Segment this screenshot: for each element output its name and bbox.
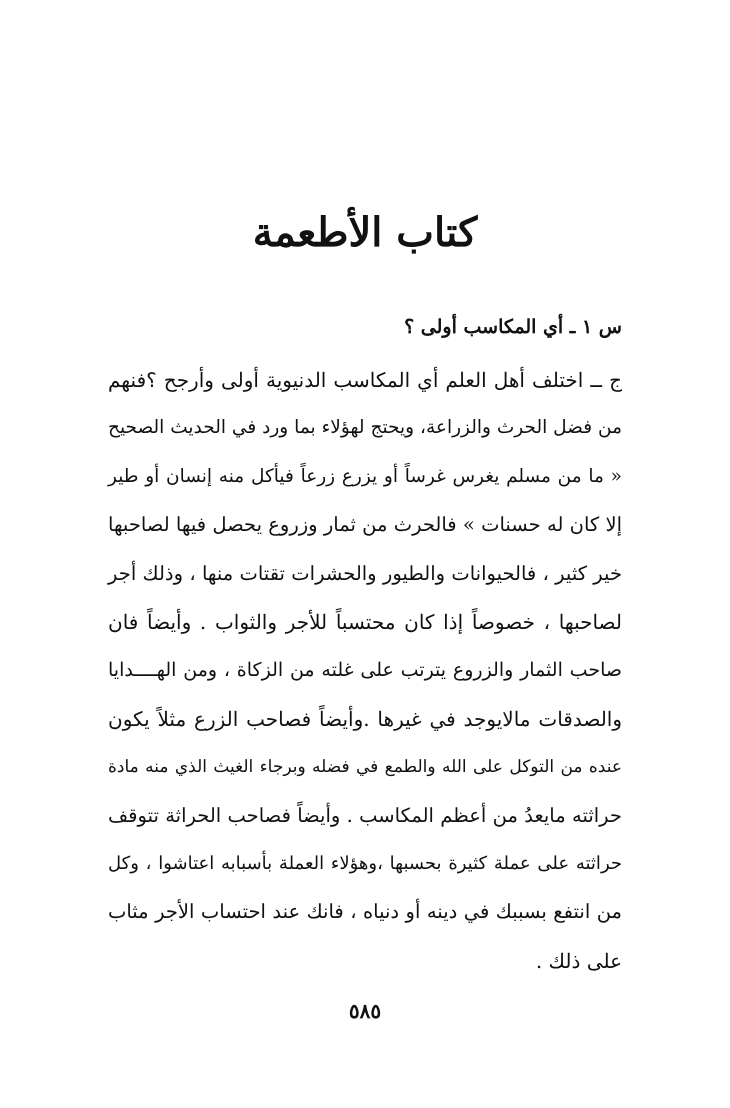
question-heading: س ١ ـ أي المكاسب أولى ؟ <box>404 316 622 338</box>
answer-line: حراثته على عملة كثيرة بحسبها ،وهؤلاء العملة بأسبابه اعتاشوا ، وكل <box>108 852 622 874</box>
answer-line: لصاحبها ، خصوصاً إذا كان محتسباً للأجر والثواب . وأيضاً فان <box>108 609 622 634</box>
answer-line: « ما من مسلم يغرس غرساً أو يزرع زرعاً فيأكل منه إنسان أو طير <box>108 465 622 487</box>
answer-paragraph <box>108 356 622 985</box>
page-number: ٥٨٥ <box>348 999 382 1023</box>
answer-line: حراثته مايعدُ من أعظم المكاسب . وأيضاً فصاحب الحراثة تتوقف <box>108 803 622 827</box>
answer-line: خير كثير ، فالحيوانات والطيور والحشرات تقتات منها ، وذلك أجر <box>108 561 622 585</box>
answer-line: والصدقات مالايوجد في غيرها .وأيضاً فصاحب الزرع مثلاً يكون <box>108 706 622 731</box>
answer-line: صاحب الثمار والزروع يترتب على غلته من الزكاة ، ومن الهــــدايا <box>108 659 622 682</box>
answer-line: على ذلك . <box>535 948 622 973</box>
answer-line: من انتفع بسببك في دينه أو دنياه ، فانك عند احتساب الأجر مثاب <box>108 900 622 924</box>
answer-line: عنده من التوكل على الله والطمع في فضله وبرجاء الغيث الذي منه مادة <box>108 757 622 778</box>
answer-line: ج ــ اختلف أهل العلم أي المكاسب الدنيوية أولى وأرجح ؟فنهم <box>108 368 622 392</box>
answer-line: من فضل الحرث والزراعة، ويحتج لهؤلاء بما ورد في الحديث الصحيح <box>108 417 622 439</box>
answer-line: إلا كان له حسنات » فالحرث من ثمار وزروع يحصل فيها لصاحبها <box>108 513 622 537</box>
chapter-title: كتاب الأطعمة <box>252 209 478 256</box>
